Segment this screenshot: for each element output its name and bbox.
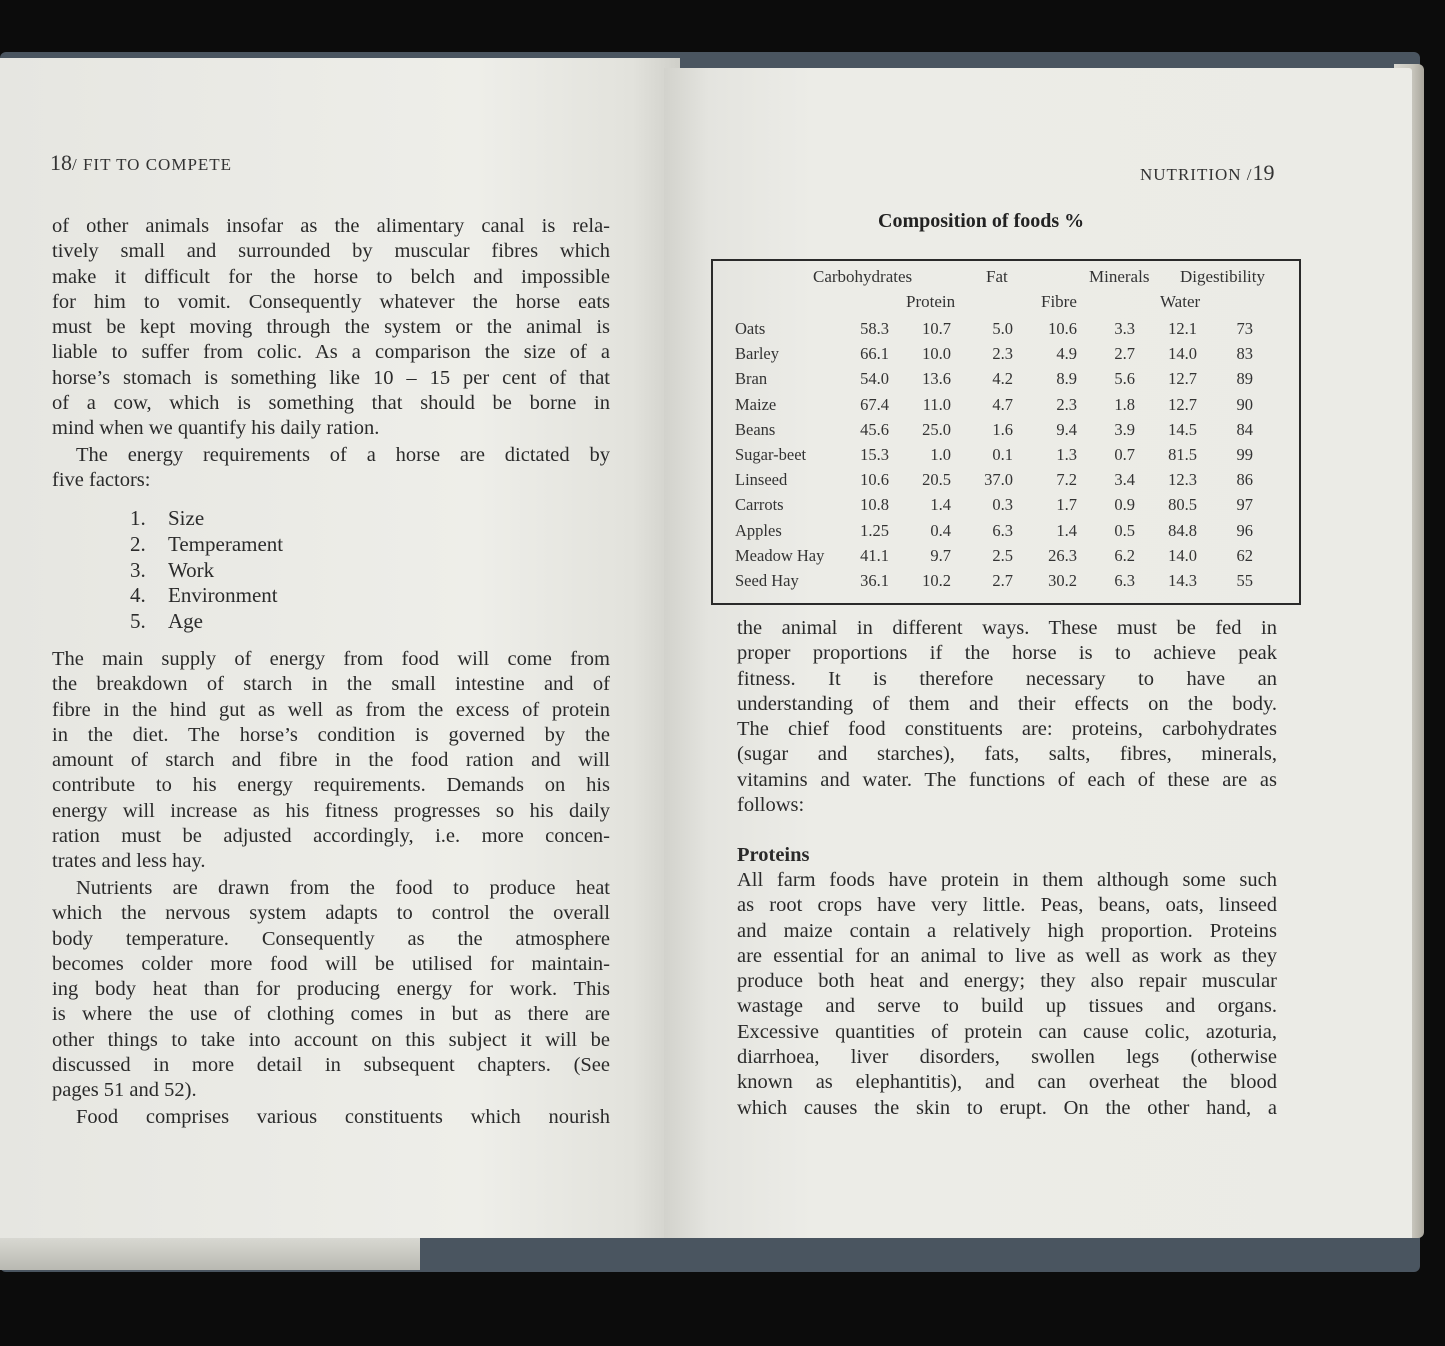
text-line: amount of starch and fibre in the food ration and will (52, 749, 610, 772)
proteins-subheading-block (737, 843, 1277, 868)
cell-protein: 0.4 (930, 520, 951, 540)
cell-minerals: 6.2 (1114, 545, 1135, 565)
text-line: proper proportions if the horse is to achieve peak (737, 642, 1277, 665)
cell-fat: 2.7 (992, 571, 1013, 590)
text-line: fibre in the hind gut as well as from the excess of protein (52, 698, 610, 721)
text-line: diarrhoea, liver disorders, swollen legs (otherwise (737, 1046, 1277, 1069)
cell-carbohydrates: 54.0 (860, 369, 889, 389)
right-running-head (1140, 160, 1275, 186)
cell-water: 14.0 (1168, 545, 1197, 565)
cell-carbohydrates: 36.1 (860, 571, 889, 590)
cell-carbohydrates: 45.6 (860, 419, 889, 439)
table-row (713, 445, 1299, 470)
text-line: The energy requirements of a horse are dictated by (76, 444, 610, 466)
text-line: which the nervous system adapts to control the overall (52, 902, 610, 925)
cell-fibre: 1.3 (1056, 445, 1077, 464)
cell-digestibility: 99 (1236, 445, 1253, 464)
right-running-head-title: NUTRITION / (1140, 165, 1253, 184)
cell-digestibility: 96 (1236, 520, 1253, 540)
text-line: trates and less hay. (52, 850, 206, 873)
left-running-head (50, 150, 232, 176)
cell-digestibility: 62 (1236, 545, 1253, 565)
cell-minerals: 5.6 (1114, 369, 1135, 389)
cell-digestibility: 97 (1236, 495, 1253, 515)
factor-item (130, 583, 283, 609)
cell-protein: 10.7 (922, 319, 951, 338)
cell-water: 81.5 (1168, 445, 1197, 464)
factor-number: 3. (130, 557, 146, 582)
table-row (713, 319, 1299, 344)
text-line: the animal in different ways. These must be fed in (737, 617, 1277, 639)
cell-minerals: 2.7 (1114, 344, 1135, 364)
text-line: ing body heat than for producing energy for work. This (52, 978, 610, 1001)
text-line: (sugar and starches), fats, salts, fibres, minerals, (737, 743, 1277, 766)
text-line: The chief food constituents are: proteins, carbohydrates (737, 718, 1277, 741)
factor-item (130, 558, 283, 584)
proteins-subheading: Proteins (737, 844, 810, 866)
lower-page-edge (0, 1238, 420, 1270)
cell-carbohydrates: 66.1 (860, 344, 889, 364)
text-line: of other animals insofar as the alimentary canal is rela- (52, 215, 610, 237)
energy-factors-list (130, 506, 283, 635)
factor-label: Size (168, 506, 205, 530)
cell-water: 12.7 (1168, 394, 1197, 414)
text-line: Food comprises various constituents which nourish (76, 1106, 610, 1128)
food-name: Oats (735, 319, 766, 338)
cell-minerals: 0.9 (1114, 495, 1135, 515)
text-line: and maize contain a relatively high proportion. Proteins (737, 919, 1277, 942)
left-paragraph-3 (52, 647, 610, 875)
text-line: wastage and serve to build up tissues and organs. (737, 995, 1277, 1018)
cell-digestibility: 55 (1236, 571, 1253, 590)
cell-protein: 1.0 (930, 445, 951, 464)
text-line: fitness. It is therefore necessary to have an (737, 667, 1277, 690)
right-page-number: 19 (1252, 160, 1275, 185)
text-line: other things to take into account on this subject it will be (52, 1028, 610, 1051)
left-page-number: 18 (50, 150, 72, 175)
cell-minerals: 1.8 (1114, 394, 1135, 414)
text-line: the breakdown of starch in the small intestine and of (52, 673, 610, 696)
cell-protein: 10.0 (922, 344, 951, 364)
food-name: Barley (735, 344, 779, 364)
cell-minerals: 3.3 (1114, 319, 1135, 338)
cell-minerals: 6.3 (1114, 571, 1135, 590)
text-line: five factors: (52, 469, 151, 492)
factor-item (130, 532, 283, 558)
text-line: tively small and surrounded by muscular fibres which (52, 240, 610, 263)
cell-water: 84.8 (1168, 520, 1197, 540)
cell-digestibility: 90 (1236, 394, 1253, 414)
cell-water: 14.0 (1168, 344, 1197, 364)
table-row (713, 395, 1299, 420)
right-paragraph-2 (737, 868, 1277, 1121)
table-row (713, 546, 1299, 571)
cell-fibre: 7.2 (1056, 470, 1077, 490)
cell-water: 14.5 (1168, 419, 1197, 439)
text-line: which causes the skin to erupt. On the other hand, a (737, 1096, 1277, 1119)
food-name: Carrots (735, 495, 784, 515)
left-paragraph-1 (52, 214, 610, 442)
composition-table (711, 259, 1301, 605)
factor-item (130, 609, 283, 635)
cell-fibre: 8.9 (1056, 369, 1077, 389)
food-name: Linseed (735, 470, 788, 490)
text-line: discussed in more detail in subsequent chapters. (See (52, 1054, 610, 1077)
cell-fibre: 4.9 (1056, 344, 1077, 364)
left-paragraph-5 (52, 1105, 610, 1130)
cell-digestibility: 84 (1236, 419, 1253, 439)
cell-fat: 2.5 (992, 545, 1013, 565)
text-line: in the diet. The horse’s condition is governed by the (52, 723, 610, 746)
cell-carbohydrates: 10.6 (860, 470, 889, 490)
text-line: mind when we quantify his daily ration. (52, 417, 380, 440)
cell-water: 80.5 (1168, 495, 1197, 515)
cell-fat: 0.3 (992, 495, 1013, 515)
text-line: horse’s stomach is something like 10 – 15 per cent of that (52, 366, 610, 389)
cell-fat: 6.3 (992, 520, 1013, 540)
cell-protein: 25.0 (922, 419, 951, 439)
cell-fat: 4.2 (992, 369, 1013, 389)
cell-fibre: 1.7 (1056, 495, 1077, 515)
cell-protein: 10.2 (922, 571, 951, 590)
cell-digestibility: 89 (1236, 369, 1253, 389)
cell-minerals: 3.9 (1114, 419, 1135, 439)
text-line: body temperature. Consequently as the atmosphere (52, 927, 610, 950)
cell-protein: 9.7 (930, 545, 951, 565)
text-line: of a cow, which is something that should be borne in (52, 392, 610, 415)
cell-fibre: 10.6 (1048, 319, 1077, 338)
food-name: Beans (735, 419, 776, 439)
factor-item (130, 506, 283, 532)
cell-water: 12.3 (1168, 470, 1197, 490)
cell-minerals: 0.5 (1114, 520, 1135, 540)
cell-fat: 37.0 (984, 470, 1013, 490)
text-line: Excessive quantities of protein can cause colic, azoturia, (737, 1020, 1277, 1043)
text-line: as root crops have very little. Peas, beans, oats, linseed (737, 894, 1277, 917)
cell-protein: 1.4 (930, 495, 951, 515)
factor-number: 1. (130, 506, 146, 530)
text-line: All farm foods have protein in them although some such (737, 869, 1277, 891)
text-line: understanding of them and their effects on the body. (737, 692, 1277, 715)
header-digestibility: Digestibility (1180, 267, 1265, 286)
cell-fibre: 26.3 (1048, 545, 1077, 565)
table-row (713, 521, 1299, 546)
cell-water: 12.7 (1168, 369, 1197, 389)
header-protein: Protein (906, 292, 956, 311)
food-name: Seed Hay (735, 571, 799, 590)
cell-digestibility: 83 (1236, 344, 1253, 364)
cell-carbohydrates: 10.8 (860, 495, 889, 515)
text-line: known as elephantitis), and can overheat the blood (737, 1071, 1277, 1094)
factor-label: Temperament (168, 531, 284, 556)
factor-label: Work (168, 557, 215, 582)
cell-minerals: 0.7 (1114, 445, 1135, 464)
left-running-head-title: / FIT TO COMPETE (72, 155, 233, 174)
header-water: Water (1160, 292, 1201, 311)
cell-carbohydrates: 41.1 (860, 545, 889, 565)
text-line: for him to vomit. Consequently whatever the horse eats (52, 290, 610, 313)
text-line: vitamins and water. The functions of each of these are as (737, 768, 1277, 791)
cell-fat: 5.0 (992, 319, 1013, 338)
table-row (713, 369, 1299, 394)
cell-fibre: 9.4 (1056, 419, 1077, 439)
text-line: make it difficult for the horse to belch and impossible (52, 265, 610, 288)
food-name: Maize (735, 394, 777, 414)
cell-fat: 0.1 (992, 445, 1013, 464)
cell-fibre: 30.2 (1048, 571, 1077, 590)
cell-carbohydrates: 58.3 (860, 319, 889, 338)
food-name: Sugar-beet (735, 445, 807, 464)
cell-carbohydrates: 67.4 (860, 394, 889, 414)
cell-fibre: 2.3 (1056, 394, 1077, 414)
factor-label: Age (168, 609, 203, 634)
cell-water: 12.1 (1168, 319, 1197, 338)
cell-minerals: 3.4 (1114, 470, 1135, 490)
table-row (713, 495, 1299, 520)
factor-number: 4. (130, 583, 146, 608)
table-row (713, 344, 1299, 369)
text-line: The main supply of energy from food will come from (52, 648, 610, 670)
header-minerals: Minerals (1089, 267, 1150, 286)
cell-fat: 4.7 (992, 394, 1013, 414)
header-carbohydrates: Carbohydrates (813, 267, 913, 286)
text-line: liable to suffer from colic. As a comparison the size of a (52, 341, 610, 364)
right-paragraph-1 (737, 616, 1277, 818)
text-line: becomes colder more food will be utilised for maintain- (52, 952, 610, 975)
left-paragraph-4 (52, 876, 610, 1104)
table-title: Composition of foods % (878, 210, 1085, 232)
left-paragraph-2 (52, 443, 610, 494)
table-row (713, 420, 1299, 445)
table-row (713, 470, 1299, 495)
food-name: Meadow Hay (735, 545, 825, 565)
cell-fat: 2.3 (992, 344, 1013, 364)
text-line: ration must be adjusted accordingly, i.e. more concen- (52, 825, 610, 848)
cell-fibre: 1.4 (1056, 520, 1077, 540)
text-line: must be kept moving through the system or the animal is (52, 316, 610, 339)
factor-number: 2. (130, 531, 146, 556)
food-name: Bran (735, 369, 768, 389)
text-line: follows: (737, 794, 805, 817)
text-line: is where the use of clothing comes in but as there are (52, 1003, 610, 1026)
text-line: pages 51 and 52). (52, 1079, 197, 1102)
cell-carbohydrates: 1.25 (860, 520, 889, 540)
cell-protein: 13.6 (922, 369, 951, 389)
cell-digestibility: 86 (1236, 470, 1253, 490)
header-fibre: Fibre (1041, 292, 1077, 311)
cell-protein: 11.0 (922, 394, 951, 414)
cell-digestibility: 73 (1236, 319, 1253, 338)
cell-carbohydrates: 15.3 (860, 445, 889, 464)
food-name: Apples (735, 520, 782, 540)
text-line: contribute to his energy requirements. Demands on his (52, 774, 610, 797)
cell-fat: 1.6 (992, 419, 1013, 439)
cell-water: 14.3 (1168, 571, 1197, 590)
table-row (713, 571, 1299, 596)
cell-protein: 20.5 (922, 470, 951, 490)
factor-label: Environment (168, 583, 278, 608)
text-line: produce both heat and energy; they also repair muscular (737, 970, 1277, 993)
text-line: are essential for an animal to live as well as work as they (737, 944, 1277, 967)
text-line: energy will increase as his fitness progresses so his daily (52, 799, 610, 822)
header-fat: Fat (986, 267, 1008, 286)
factor-number: 5. (130, 609, 146, 634)
text-line: Nutrients are drawn from the food to produce heat (76, 877, 610, 899)
